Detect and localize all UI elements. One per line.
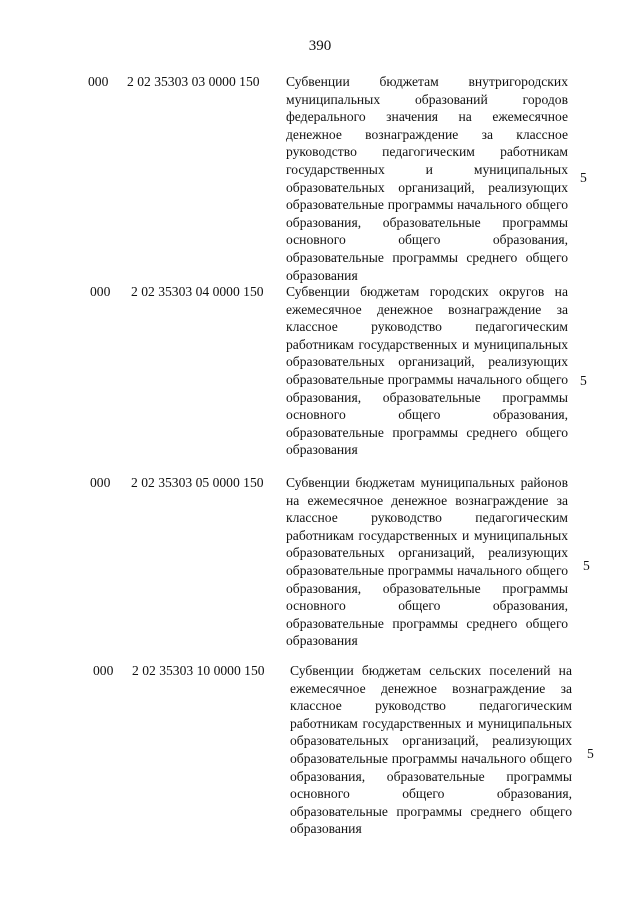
page-number: 390 (308, 38, 332, 54)
norm-code: 5 (587, 746, 594, 761)
income-description: Субвенции бюджетам внутригородских муниципальных образований городов федерального значения на ежемесячное денежное вознаграждение за классное руководство педагогическим работникам государственных и муниципальных образовательных организаций, реализующих образовательные программы начального общего образования, образовательные программы основного общего образования, образовательные программы среднего общего образования (286, 74, 568, 283)
budget-classification-code: 2 02 35303 10 0000 150 (132, 663, 265, 678)
norm-code: 5 (580, 373, 587, 388)
budget-classification-code: 2 02 35303 03 0000 150 (127, 74, 260, 89)
budget-classification-code: 2 02 35303 05 0000 150 (131, 475, 264, 490)
income-description: Субвенции бюджетам сельских поселений на ежемесячное денежное вознаграждение за классное руководство педагогическим работникам государственных и муниципальных образовательных организаций, реализующих образовательные программы начального общего образования, образовательные программы основного общего образования, образовательные программы среднего общего образования (290, 663, 572, 837)
norm-code: 5 (583, 558, 590, 573)
admin-code: 000 (90, 284, 111, 299)
admin-code: 000 (88, 74, 109, 89)
norm-code: 5 (580, 170, 587, 185)
income-description: Субвенции бюджетам муниципальных районов на ежемесячное денежное вознаграждение за классное руководство педагогическим работникам государственных и муниципальных образовательных организаций, реализующих образовательные программы начального общего образования, образовательные программы основного общего образования, образовательные программы среднего общего образования (286, 475, 568, 649)
budget-classification-code: 2 02 35303 04 0000 150 (131, 284, 264, 299)
admin-code: 000 (93, 663, 114, 678)
income-description: Субвенции бюджетам городских округов на ежемесячное денежное вознаграждение за классное руководство педагогическим работникам государственных и муниципальных образовательных организаций, реализующих образовательные программы начального общего образования, образовательные программы основного общего образования, образовательные программы среднего общего образования (286, 284, 568, 458)
admin-code: 000 (90, 475, 111, 490)
